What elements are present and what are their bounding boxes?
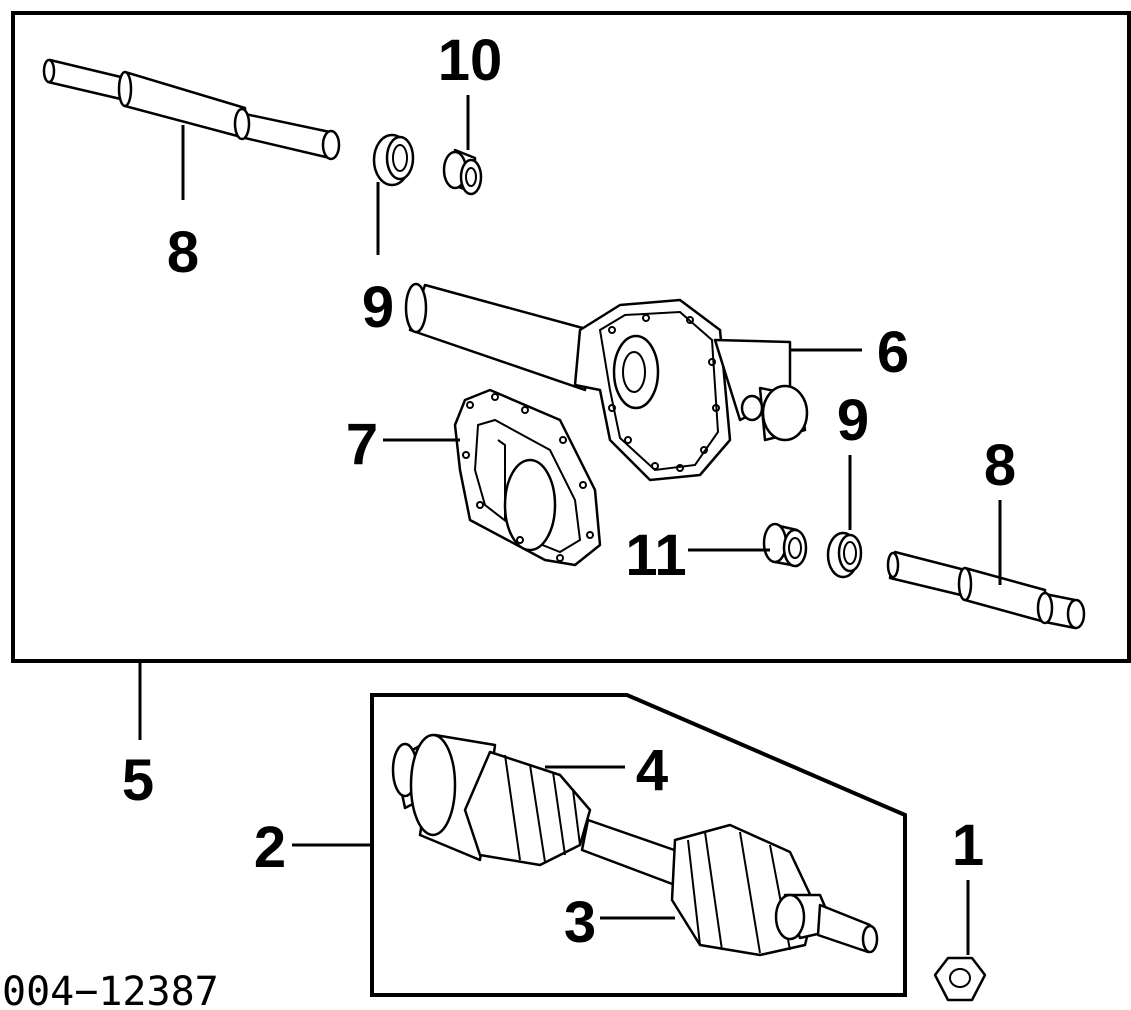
seal-upper xyxy=(374,135,413,185)
bearing-lower xyxy=(764,524,806,566)
seal-lower xyxy=(828,533,861,577)
callout-8-upper: 8 xyxy=(166,220,200,285)
callout-5: 5 xyxy=(121,748,155,813)
callout-4: 4 xyxy=(635,738,669,803)
callout-1: 1 xyxy=(951,813,985,878)
differential-cover xyxy=(455,390,600,565)
callout-6: 6 xyxy=(876,320,910,385)
diagram-reference-number: 004−12387 xyxy=(2,969,219,1010)
bearing-upper xyxy=(444,150,481,194)
hex-nut xyxy=(935,958,985,1000)
callout-11: 11 xyxy=(625,523,687,588)
callout-9-upper: 9 xyxy=(361,275,395,340)
callout-10: 10 xyxy=(437,28,503,93)
callout-9-lower: 9 xyxy=(836,388,870,453)
callout-3: 3 xyxy=(563,890,597,955)
axle-shaft-right xyxy=(888,552,1084,628)
callout-2: 2 xyxy=(253,815,287,880)
axle-shaft-left xyxy=(44,60,339,159)
callout-8-lower: 8 xyxy=(983,433,1017,498)
callout-7: 7 xyxy=(345,412,379,477)
